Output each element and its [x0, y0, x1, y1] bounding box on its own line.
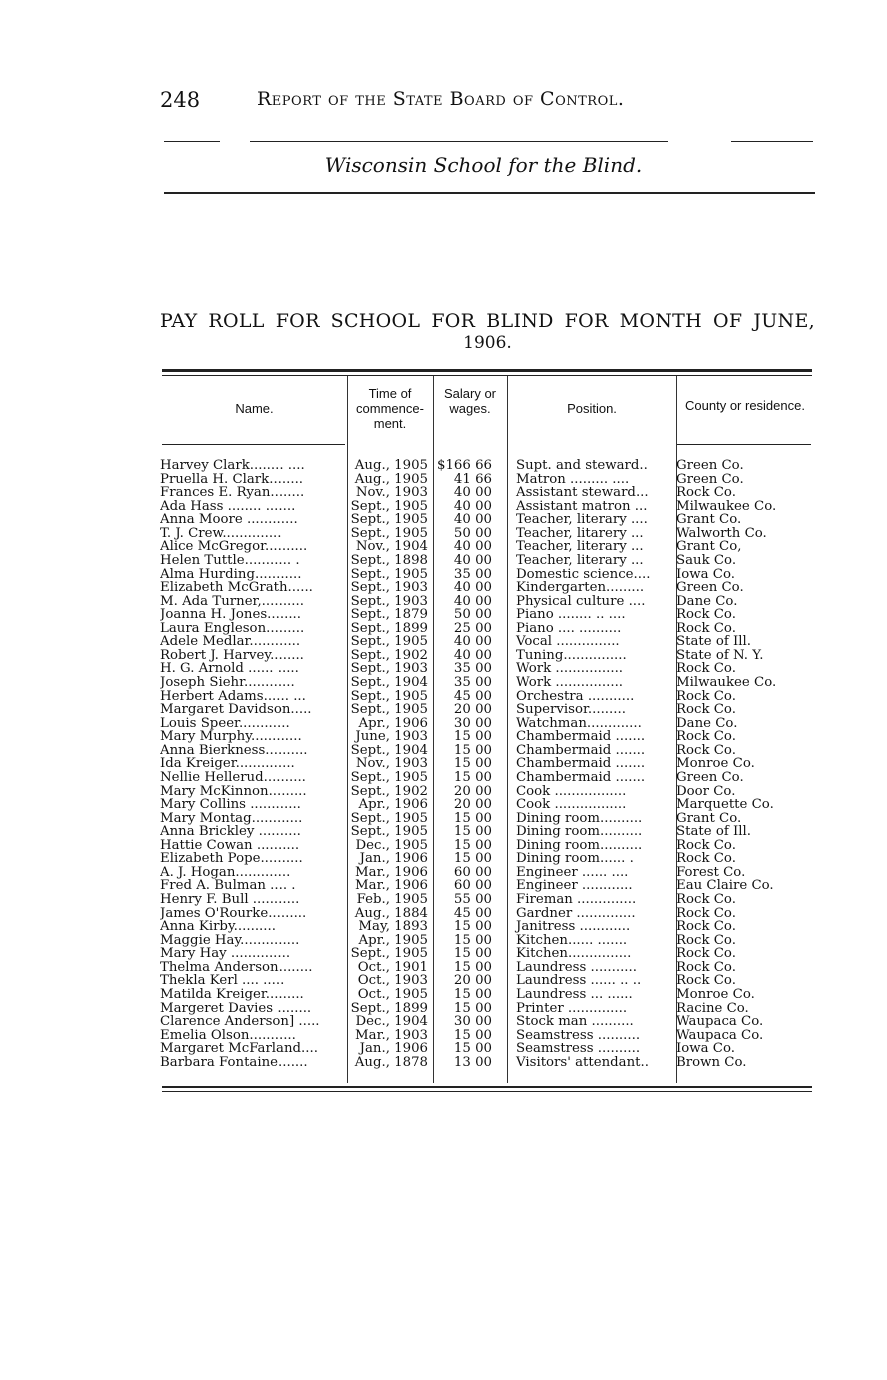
table-row	[160, 798, 815, 812]
commencement-date-cell: Sept., 1899	[350, 621, 428, 636]
commencement-date-cell: Sept., 1903	[350, 581, 428, 595]
table-row	[160, 690, 815, 704]
county-cell: Rock Co.	[676, 893, 736, 907]
employee-name-cell: Nellie Hellerud..........	[160, 770, 306, 785]
salary-cell: 20 00	[453, 702, 492, 718]
county-cell: Waupaca Co.	[676, 1028, 764, 1043]
county-cell: Iowa Co.	[676, 1042, 735, 1056]
commencement-date-cell: Dec., 1905	[355, 838, 428, 853]
table-row	[160, 730, 815, 744]
header-position: Position.	[567, 401, 617, 416]
employee-name-cell: Herbert Adams...... ...	[160, 689, 306, 704]
table-row	[160, 988, 815, 1002]
commencement-date-cell: Jan., 1906	[359, 852, 428, 866]
payroll-rows	[160, 459, 815, 1069]
employee-name-cell: Helen Tuttle........... .	[160, 553, 300, 568]
salary-cell: 15 00	[453, 729, 492, 745]
position-cell: Matron ......... ....	[516, 472, 630, 487]
county-cell: Rock Co.	[676, 703, 736, 717]
commencement-date-cell: Sept., 1905	[350, 811, 428, 826]
commencement-date-cell: Aug., 1878	[354, 1055, 428, 1070]
table-row	[160, 540, 815, 554]
table-row	[160, 527, 815, 541]
salary-cell: 50 00	[453, 525, 492, 541]
county-cell: Waupaca Co.	[676, 1015, 764, 1029]
county-cell: Grant Co.	[676, 513, 742, 527]
table-row	[160, 500, 815, 514]
table-row	[160, 554, 815, 568]
position-cell: Kitchen...............	[516, 947, 632, 961]
commencement-date-cell: Sept., 1905	[350, 825, 428, 839]
commencement-date-cell: Sept., 1905	[350, 635, 428, 649]
salary-cell: 15 00	[453, 1027, 492, 1043]
header-bottom-rule-right	[677, 444, 811, 445]
salary-cell: 40 00	[453, 593, 492, 609]
table-top-rule	[162, 369, 812, 372]
table-row	[160, 907, 815, 921]
table-row	[160, 568, 815, 582]
position-cell: Domestic science....	[516, 567, 651, 582]
header-salary: Salary or wages.	[443, 386, 497, 416]
table-row	[160, 581, 815, 595]
rule-left-top	[164, 141, 220, 142]
commencement-date-cell: Oct., 1903	[357, 974, 428, 988]
table-row	[160, 622, 815, 636]
county-cell: Rock Co.	[676, 743, 736, 758]
employee-name-cell: Thelma Anderson........	[160, 960, 313, 975]
table-row	[160, 635, 815, 649]
salary-cell: 13 00	[453, 1054, 492, 1070]
position-cell: Dining room..........	[516, 811, 643, 826]
employee-name-cell: H. G. Arnold ...... .....	[160, 662, 299, 676]
position-cell: Cook .................	[516, 798, 627, 812]
salary-cell: 15 00	[453, 837, 492, 853]
commencement-date-cell: Feb., 1905	[356, 893, 428, 907]
position-cell: Fireman ..............	[516, 893, 637, 907]
position-cell: Stock man ..........	[516, 1015, 634, 1029]
commencement-date-cell: Sept., 1903	[350, 662, 428, 676]
table-row	[160, 825, 815, 839]
table-row	[160, 1056, 815, 1070]
table-row	[160, 893, 815, 907]
table-row	[160, 703, 815, 717]
salary-cell: 35 00	[453, 661, 492, 677]
position-cell: Piano .... ..........	[516, 621, 622, 636]
header-bottom-rule-left	[162, 444, 345, 445]
position-cell: Supervisor.........	[516, 703, 626, 717]
county-cell: Dane Co.	[676, 716, 738, 731]
position-cell: Laundress ...... .. ..	[516, 974, 642, 988]
employee-name-cell: Emelia Olson...........	[160, 1028, 296, 1043]
table-row	[160, 879, 815, 893]
county-cell: Door Co.	[676, 784, 736, 799]
employee-name-cell: Mary Montag............	[160, 811, 303, 826]
salary-cell: 41 66	[453, 471, 492, 487]
position-cell: Piano ........ .. ....	[516, 608, 626, 622]
commencement-date-cell: Sept., 1904	[350, 676, 428, 690]
county-cell: Monroe Co.	[676, 757, 755, 771]
table-top-rule-thin	[162, 375, 812, 376]
employee-name-cell: Elizabeth Pope..........	[160, 852, 303, 866]
employee-name-cell: Pruella H. Clark........	[160, 472, 304, 487]
position-cell: Gardner ..............	[516, 906, 636, 921]
position-cell: Laundress ...........	[516, 960, 637, 975]
position-cell: Teacher, literary ...	[516, 540, 644, 554]
header-time: Time of commence- ment.	[356, 386, 424, 431]
county-cell: Rock Co.	[676, 662, 736, 676]
commencement-date-cell: Sept., 1904	[350, 743, 428, 758]
county-cell: Rock Co.	[676, 906, 736, 921]
county-cell: State of Ill.	[676, 635, 751, 649]
commencement-date-cell: Nov., 1904	[355, 540, 428, 554]
commencement-date-cell: Nov., 1903	[355, 486, 428, 500]
salary-cell: 40 00	[453, 552, 492, 568]
employee-name-cell: James O'Rourke.........	[160, 906, 307, 921]
header-county: County or residence.	[685, 398, 805, 413]
salary-cell: 20 00	[453, 973, 492, 989]
salary-cell: 35 00	[453, 566, 492, 582]
commencement-date-cell: Aug., 1905	[354, 472, 428, 487]
commencement-date-cell: Sept., 1898	[350, 553, 428, 568]
employee-name-cell: Mary McKinnon.........	[160, 784, 307, 799]
commencement-date-cell: Sept., 1905	[350, 499, 428, 514]
employee-name-cell: Laura Engleson.........	[160, 621, 305, 636]
county-cell: Brown Co.	[676, 1055, 747, 1070]
position-cell: Teacher, literary ....	[516, 513, 648, 527]
county-cell: Iowa Co.	[676, 567, 735, 582]
position-cell: Supt. and steward..	[516, 459, 648, 473]
commencement-date-cell: Sept., 1905	[350, 703, 428, 717]
salary-cell: 40 00	[453, 539, 492, 555]
table-row	[160, 744, 815, 758]
table-bottom-rule-thin	[162, 1091, 812, 1092]
county-cell: Rock Co.	[676, 920, 736, 934]
position-cell: Laundress ... ......	[516, 987, 633, 1002]
county-cell: State of N. Y.	[676, 648, 764, 663]
table-row	[160, 717, 815, 731]
table-row	[160, 920, 815, 934]
county-cell: Monroe Co.	[676, 987, 755, 1002]
position-cell: Physical culture ....	[516, 594, 646, 609]
employee-name-cell: Adele Medlar............	[160, 635, 301, 649]
employee-name-cell: Alice McGregor..........	[160, 540, 308, 554]
table-row	[160, 1015, 815, 1029]
commencement-date-cell: Oct., 1905	[357, 987, 428, 1002]
table-row	[160, 513, 815, 527]
salary-cell: 50 00	[453, 607, 492, 623]
county-cell: Rock Co.	[676, 974, 736, 988]
table-row	[160, 1029, 815, 1043]
table-row	[160, 839, 815, 853]
salary-cell: 35 00	[453, 675, 492, 690]
commencement-date-cell: Jan., 1906	[359, 1042, 428, 1056]
table-row	[160, 608, 815, 622]
county-cell: Rock Co.	[676, 689, 736, 704]
table-row	[160, 459, 815, 473]
position-cell: Cook .................	[516, 784, 627, 799]
county-cell: Forest Co.	[676, 865, 746, 880]
employee-name-cell: A. J. Hogan.............	[160, 865, 291, 880]
table-bottom-rule	[162, 1086, 812, 1088]
county-cell: Rock Co.	[676, 838, 736, 853]
employee-name-cell: Elizabeth McGrath......	[160, 581, 313, 595]
commencement-date-cell: Sept., 1905	[350, 689, 428, 704]
table-row	[160, 676, 815, 690]
position-cell: Dining room..........	[516, 838, 643, 853]
table-row	[160, 961, 815, 975]
commencement-date-cell: Apr., 1905	[358, 933, 428, 948]
employee-name-cell: Anna Kirby..........	[160, 920, 276, 934]
position-cell: Janitress ............	[516, 920, 631, 934]
commencement-date-cell: Sept., 1905	[350, 513, 428, 527]
table-row	[160, 649, 815, 663]
employee-name-cell: Barbara Fontaine.......	[160, 1055, 308, 1070]
position-cell: Chambermaid .......	[516, 743, 646, 758]
section-subtitle: Wisconsin School for the Blind.	[324, 153, 643, 177]
rule-under-subtitle	[164, 192, 815, 194]
county-cell: Green Co.	[676, 472, 744, 487]
employee-name-cell: Anna Brickley ..........	[160, 825, 301, 839]
position-cell: Dining room...... .	[516, 852, 634, 866]
commencement-date-cell: Apr., 1906	[358, 798, 428, 812]
commencement-date-cell: Aug., 1905	[354, 459, 428, 473]
salary-cell: 40 00	[453, 498, 492, 514]
position-cell: Seamstress ..........	[516, 1028, 641, 1043]
employee-name-cell: Joseph Siehr............	[160, 676, 295, 690]
employee-name-cell: T. J. Crew..............	[160, 526, 282, 541]
commencement-date-cell: Sept., 1905	[350, 526, 428, 541]
salary-cell: 15 00	[453, 1000, 492, 1016]
salary-cell: 20 00	[453, 783, 492, 799]
commencement-date-cell: Apr., 1906	[358, 716, 428, 731]
county-cell: Rock Co.	[676, 852, 736, 866]
county-cell: Rock Co.	[676, 933, 736, 948]
county-cell: Rock Co.	[676, 486, 736, 500]
county-cell: Dane Co.	[676, 594, 738, 609]
salary-cell: 40 00	[453, 647, 492, 663]
table-title-year: 1906.	[463, 333, 512, 353]
commencement-date-cell: Aug., 1884	[354, 906, 428, 921]
salary-cell: 30 00	[453, 715, 492, 731]
table-row	[160, 757, 815, 771]
county-cell: Grant Co.	[676, 811, 742, 826]
county-cell: Rock Co.	[676, 608, 736, 622]
county-cell: Rock Co.	[676, 947, 736, 961]
table-title: PAY ROLL FOR SCHOOL FOR BLIND FOR MONTH OF JUNE,	[160, 310, 815, 332]
salary-cell: 15 00	[453, 932, 492, 948]
salary-cell: 15 00	[453, 824, 492, 840]
salary-cell: 15 00	[453, 1041, 492, 1057]
commencement-date-cell: Mar., 1906	[355, 865, 428, 880]
position-cell: Chambermaid .......	[516, 757, 646, 771]
salary-cell: 40 00	[453, 485, 492, 501]
employee-name-cell: Anna Bierkness..........	[160, 743, 308, 758]
salary-cell: 55 00	[453, 892, 492, 907]
commencement-date-cell: Mar., 1906	[355, 879, 428, 893]
commencement-date-cell: May, 1893	[358, 920, 428, 934]
position-cell: Work ................	[516, 662, 624, 676]
table-row	[160, 934, 815, 948]
table-row	[160, 662, 815, 676]
position-cell: Assistant matron ...	[516, 499, 648, 514]
position-cell: Engineer ............	[516, 879, 633, 893]
county-cell: Rock Co.	[676, 960, 736, 975]
commencement-date-cell: Sept., 1905	[350, 567, 428, 582]
position-cell: Watchman.............	[516, 716, 642, 731]
salary-cell: 30 00	[453, 1014, 492, 1030]
position-cell: Teacher, litarery ...	[516, 526, 644, 541]
employee-name-cell: Robert J. Harvey........	[160, 648, 304, 663]
county-cell: Rock Co.	[676, 621, 736, 636]
position-cell: Chambermaid .......	[516, 770, 646, 785]
position-cell: Dining room..........	[516, 825, 643, 839]
salary-cell: 45 00	[453, 905, 492, 921]
position-cell: Assistant steward...	[516, 486, 649, 500]
table-row	[160, 974, 815, 988]
employee-name-cell: Alma Hurding...........	[160, 567, 302, 582]
salary-cell: 15 00	[453, 810, 492, 826]
commencement-date-cell: Sept., 1905	[350, 947, 428, 961]
county-cell: Racine Co.	[676, 1001, 749, 1016]
county-cell: State of Ill.	[676, 825, 751, 839]
county-cell: Sauk Co.	[676, 553, 737, 568]
salary-cell: 15 00	[453, 769, 492, 785]
employee-name-cell: Hattie Cowan ..........	[160, 838, 300, 853]
salary-cell: 15 00	[453, 986, 492, 1002]
position-cell: Chambermaid .......	[516, 730, 646, 744]
employee-name-cell: Margaret Davidson.....	[160, 703, 312, 717]
salary-cell: 15 00	[453, 756, 492, 772]
salary-cell: 40 00	[453, 512, 492, 528]
county-cell: Rock Co.	[676, 730, 736, 744]
salary-cell: 25 00	[453, 620, 492, 636]
employee-name-cell: Clarence Anderson] .....	[160, 1015, 320, 1029]
position-cell: Engineer ...... ....	[516, 865, 629, 880]
employee-name-cell: Matilda Kreiger.........	[160, 987, 304, 1002]
table-row	[160, 771, 815, 785]
county-cell: Green Co.	[676, 770, 744, 785]
employee-name-cell: Fred A. Bulman .... .	[160, 879, 296, 893]
salary-cell: 40 00	[453, 580, 492, 596]
salary-cell: 40 00	[453, 634, 492, 650]
county-cell: Milwaukee Co.	[676, 499, 777, 514]
commencement-date-cell: Mar., 1903	[355, 1028, 428, 1043]
commencement-date-cell: Oct., 1901	[357, 960, 428, 975]
commencement-date-cell: Sept., 1902	[350, 648, 428, 663]
employee-name-cell: Ada Hass ........ .......	[160, 499, 296, 514]
commencement-date-cell: Dec., 1904	[355, 1015, 428, 1029]
employee-name-cell: M. Ada Turner,..........	[160, 594, 304, 609]
table-row	[160, 866, 815, 880]
table-row	[160, 785, 815, 799]
rule-right-top	[731, 141, 813, 142]
table-row	[160, 595, 815, 609]
table-row	[160, 947, 815, 961]
salary-cell: 45 00	[453, 688, 492, 704]
salary-cell: 20 00	[453, 797, 492, 813]
position-cell: Tuning...............	[516, 648, 627, 663]
commencement-date-cell: Sept., 1903	[350, 594, 428, 609]
table-row	[160, 486, 815, 500]
commencement-date-cell: Nov., 1903	[355, 757, 428, 771]
employee-name-cell: Maggie Hay..............	[160, 933, 300, 948]
county-cell: Grant Co,	[676, 540, 742, 554]
table-row	[160, 852, 815, 866]
salary-cell: 60 00	[453, 878, 492, 894]
county-cell: Eau Claire Co.	[676, 879, 774, 893]
page-number: 248	[160, 88, 201, 112]
salary-cell: $166 66	[437, 458, 492, 473]
position-cell: Visitors' attendant..	[516, 1055, 649, 1070]
position-cell: Seamstress ..........	[516, 1042, 641, 1056]
employee-name-cell: Frances E. Ryan........	[160, 486, 305, 500]
employee-name-cell: Margeret Davies ........	[160, 1001, 312, 1016]
employee-name-cell: Margaret McFarland....	[160, 1042, 318, 1056]
employee-name-cell: Henry F. Bull ...........	[160, 893, 300, 907]
commencement-date-cell: Sept., 1902	[350, 784, 428, 799]
county-cell: Milwaukee Co.	[676, 676, 777, 690]
employee-name-cell: Harvey Clark........ ....	[160, 459, 305, 473]
position-cell: Printer ..............	[516, 1001, 628, 1016]
county-cell: Green Co.	[676, 459, 744, 473]
commencement-date-cell: Sept., 1879	[350, 608, 428, 622]
table-row	[160, 1002, 815, 1016]
employee-name-cell: Thekla Kerl .... .....	[160, 974, 285, 988]
employee-name-cell: Ida Kreiger..............	[160, 757, 295, 771]
position-cell: Teacher, literary ...	[516, 553, 644, 568]
county-cell: Marquette Co.	[676, 798, 774, 812]
table-row	[160, 473, 815, 487]
salary-cell: 15 00	[453, 851, 492, 867]
salary-cell: 15 00	[453, 742, 492, 758]
employee-name-cell: Anna Moore ............	[160, 513, 298, 527]
employee-name-cell: Louis Speer............	[160, 716, 290, 731]
position-cell: Work ................	[516, 676, 624, 690]
county-cell: Walworth Co.	[676, 526, 767, 541]
position-cell: Orchestra ...........	[516, 689, 635, 704]
employee-name-cell: Joanna H. Jones........	[160, 608, 302, 622]
county-cell: Green Co.	[676, 581, 744, 595]
commencement-date-cell: June, 1903	[355, 730, 428, 744]
position-cell: Kitchen...... .......	[516, 933, 628, 948]
running-head: Report of the State Board of Control.	[257, 88, 625, 110]
commencement-date-cell: Sept., 1899	[350, 1001, 428, 1016]
table-row	[160, 812, 815, 826]
employee-name-cell: Mary Murphy............	[160, 730, 302, 744]
table-row	[160, 1042, 815, 1056]
employee-name-cell: Mary Collins ............	[160, 798, 301, 812]
commencement-date-cell: Sept., 1905	[350, 770, 428, 785]
header-name: Name.	[235, 401, 274, 416]
position-cell: Kindergarten.........	[516, 581, 645, 595]
rule-center-top	[250, 141, 668, 142]
salary-cell: 15 00	[453, 959, 492, 975]
position-cell: Vocal ...............	[516, 635, 620, 649]
salary-cell: 15 00	[453, 946, 492, 962]
salary-cell: 60 00	[453, 864, 492, 880]
salary-cell: 15 00	[453, 919, 492, 935]
employee-name-cell: Mary Hay ..............	[160, 947, 291, 961]
